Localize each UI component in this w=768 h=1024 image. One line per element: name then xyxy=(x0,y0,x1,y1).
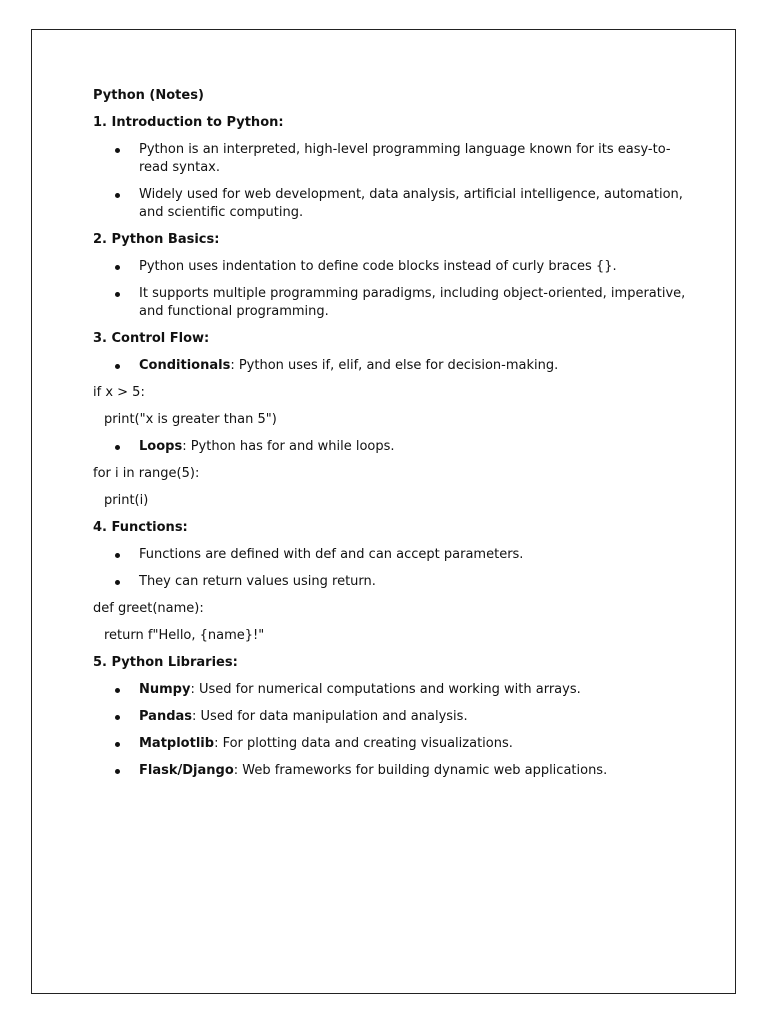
list-item-text: Functions are defined with def and can accept parameters. xyxy=(139,547,524,562)
list-item-term: Matplotlib xyxy=(139,736,215,751)
bullet-icon xyxy=(115,769,120,774)
code-line: if x > 5: xyxy=(93,385,145,400)
list-item xyxy=(93,141,693,177)
list-item xyxy=(93,546,693,564)
list-item-text: : Used for data manipulation and analysis. xyxy=(192,709,468,724)
list-item xyxy=(93,186,693,222)
bullet-icon xyxy=(115,580,120,585)
list-item-term: Loops xyxy=(139,439,183,454)
list-item-text: Python is an interpreted, high-level programming language known for its easy-to-read syntax. xyxy=(139,142,671,175)
list-item xyxy=(93,258,693,276)
list-item xyxy=(93,708,693,726)
section-heading: 3. Control Flow: xyxy=(93,331,210,346)
section-heading: 1. Introduction to Python: xyxy=(93,115,284,130)
section-heading: 5. Python Libraries: xyxy=(93,655,238,670)
code-line: return f"Hello, {name}!" xyxy=(104,628,265,643)
list-item-term: Numpy xyxy=(139,682,191,697)
code-line: def greet(name): xyxy=(93,601,204,616)
bullet-icon xyxy=(115,445,120,450)
list-item xyxy=(93,285,693,321)
list-item xyxy=(93,573,693,591)
bullet-list xyxy=(93,141,693,222)
list-item-term: Conditionals xyxy=(139,358,231,373)
bullet-icon xyxy=(115,148,120,153)
code-line: print(i) xyxy=(104,493,149,508)
list-item-text: : Used for numerical computations and working with arrays. xyxy=(190,682,581,697)
bullet-icon xyxy=(115,292,120,297)
document-title: Python (Notes) xyxy=(93,88,204,103)
section-heading: 2. Python Basics: xyxy=(93,232,220,247)
code-line: for i in range(5): xyxy=(93,466,200,481)
list-item xyxy=(93,681,693,699)
bullet-icon xyxy=(115,193,120,198)
notes-content xyxy=(93,87,693,789)
bullet-icon xyxy=(115,265,120,270)
list-item-text: Python uses indentation to define code blocks instead of curly braces {}. xyxy=(139,259,617,274)
bullet-icon xyxy=(115,715,120,720)
list-item xyxy=(93,735,693,753)
bullet-list xyxy=(93,357,693,375)
list-item-text: : For plotting data and creating visualizations. xyxy=(214,736,513,751)
bullet-icon xyxy=(115,553,120,558)
list-item-text: It supports multiple programming paradigms, including object-oriented, imperative, and functional programming. xyxy=(139,286,686,319)
list-item-term: Pandas xyxy=(139,709,193,724)
bullet-icon xyxy=(115,688,120,693)
list-item xyxy=(93,762,693,780)
bullet-list xyxy=(93,258,693,321)
bullet-icon xyxy=(115,364,120,369)
list-item-text: : Web frameworks for building dynamic web applications. xyxy=(233,763,608,778)
list-item-text: : Python has for and while loops. xyxy=(182,439,395,454)
section-heading: 4. Functions: xyxy=(93,520,188,535)
list-item-term: Flask/Django xyxy=(139,763,234,778)
list-item xyxy=(93,438,693,456)
list-item-text: : Python uses if, elif, and else for decision-making. xyxy=(230,358,559,373)
list-item xyxy=(93,357,693,375)
list-item-text: Widely used for web development, data analysis, artificial intelligence, automation, and scientific computing. xyxy=(139,187,683,220)
bullet-icon xyxy=(115,742,120,747)
bullet-list xyxy=(93,438,693,456)
list-item-text: They can return values using return. xyxy=(139,574,376,589)
bullet-list xyxy=(93,681,693,780)
code-line: print("x is greater than 5") xyxy=(104,412,277,427)
bullet-list xyxy=(93,546,693,591)
